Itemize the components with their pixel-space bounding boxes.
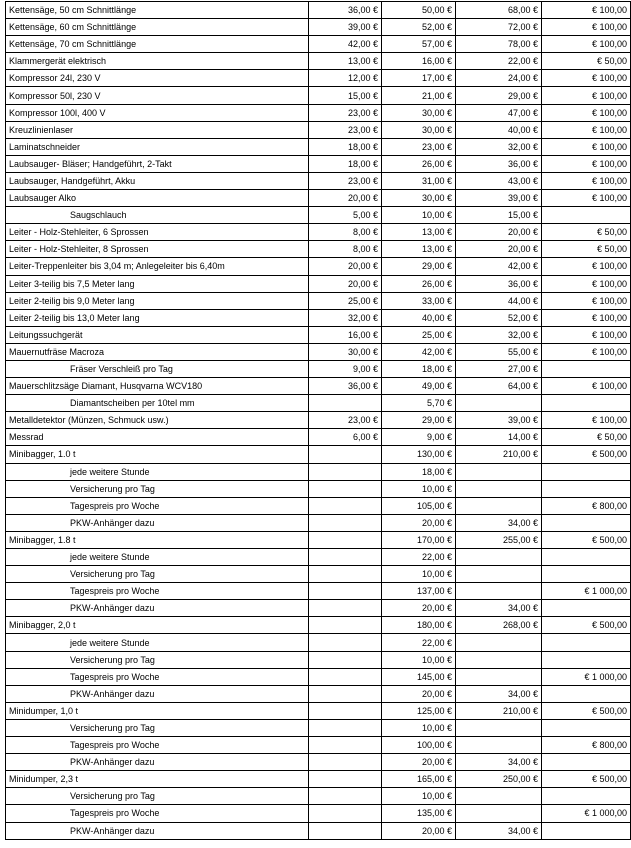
table-row — [6, 224, 631, 241]
price-col-3-cell: 42,00 € — [456, 258, 542, 275]
deposit-cell — [542, 207, 631, 224]
deposit-cell: € 100,00 — [542, 258, 631, 275]
item-name-cell: Versicherung pro Tag — [6, 651, 309, 668]
table-row — [6, 155, 631, 172]
price-col-3-cell — [456, 497, 542, 514]
price-col-3-cell: 34,00 € — [456, 600, 542, 617]
deposit-cell: € 50,00 — [542, 429, 631, 446]
price-col-3-cell: 210,00 € — [456, 446, 542, 463]
price-col-3-cell — [456, 583, 542, 600]
price-col-2-cell: 49,00 € — [382, 378, 456, 395]
price-col-3-cell: 47,00 € — [456, 104, 542, 121]
deposit-cell: € 500,00 — [542, 771, 631, 788]
table-body — [6, 2, 631, 840]
price-col-1-cell: 36,00 € — [309, 2, 382, 19]
price-col-2-cell: 180,00 € — [382, 617, 456, 634]
price-col-3-cell: 20,00 € — [456, 241, 542, 258]
price-col-2-cell: 26,00 € — [382, 155, 456, 172]
item-name-cell: Versicherung pro Tag — [6, 719, 309, 736]
price-col-3-cell — [456, 566, 542, 583]
deposit-cell: € 100,00 — [542, 412, 631, 429]
price-col-2-cell: 165,00 € — [382, 771, 456, 788]
item-name-cell: Metalldetektor (Münzen, Schmuck usw.) — [6, 412, 309, 429]
price-col-2-cell: 23,00 € — [382, 138, 456, 155]
price-col-3-cell: 27,00 € — [456, 360, 542, 377]
deposit-cell: € 500,00 — [542, 702, 631, 719]
price-col-2-cell: 40,00 € — [382, 309, 456, 326]
price-col-3-cell: 39,00 € — [456, 412, 542, 429]
deposit-cell: € 800,00 — [542, 497, 631, 514]
table-row — [6, 190, 631, 207]
item-name-cell: Versicherung pro Tag — [6, 566, 309, 583]
price-col-1-cell — [309, 480, 382, 497]
price-col-3-cell: 36,00 € — [456, 155, 542, 172]
price-col-2-cell: 16,00 € — [382, 53, 456, 70]
table-row — [6, 241, 631, 258]
price-col-3-cell: 15,00 € — [456, 207, 542, 224]
price-col-2-cell: 29,00 € — [382, 258, 456, 275]
price-col-2-cell: 33,00 € — [382, 292, 456, 309]
price-col-2-cell: 20,00 € — [382, 822, 456, 839]
price-col-1-cell — [309, 600, 382, 617]
table-row — [6, 429, 631, 446]
item-name-cell: PKW-Anhänger dazu — [6, 822, 309, 839]
price-col-2-cell: 31,00 € — [382, 172, 456, 189]
item-name-cell: PKW-Anhänger dazu — [6, 685, 309, 702]
price-col-1-cell — [309, 651, 382, 668]
price-col-1-cell: 42,00 € — [309, 36, 382, 53]
price-col-2-cell: 30,00 € — [382, 190, 456, 207]
deposit-cell: € 800,00 — [542, 737, 631, 754]
item-name-cell: Minidumper, 1,0 t — [6, 702, 309, 719]
price-col-3-cell: 255,00 € — [456, 531, 542, 548]
price-col-2-cell: 30,00 € — [382, 104, 456, 121]
price-col-3-cell: 22,00 € — [456, 53, 542, 70]
table-row — [6, 719, 631, 736]
deposit-cell: € 100,00 — [542, 378, 631, 395]
item-name-cell: Leiter 3-teilig bis 7,5 Meter lang — [6, 275, 309, 292]
item-name-cell: Versicherung pro Tag — [6, 788, 309, 805]
price-col-1-cell — [309, 497, 382, 514]
table-row — [6, 36, 631, 53]
item-name-cell: Kettensäge, 70 cm Schnittlänge — [6, 36, 309, 53]
price-col-3-cell: 14,00 € — [456, 429, 542, 446]
item-name-cell: Leiter - Holz-Stehleiter, 6 Sprossen — [6, 224, 309, 241]
price-col-2-cell: 135,00 € — [382, 805, 456, 822]
price-col-1-cell — [309, 788, 382, 805]
deposit-cell: € 50,00 — [542, 241, 631, 258]
price-col-3-cell: 64,00 € — [456, 378, 542, 395]
deposit-cell: € 100,00 — [542, 36, 631, 53]
deposit-cell — [542, 480, 631, 497]
table-row — [6, 326, 631, 343]
price-col-3-cell: 44,00 € — [456, 292, 542, 309]
item-name-cell: Tagespreis pro Woche — [6, 805, 309, 822]
table-row — [6, 805, 631, 822]
price-col-2-cell: 13,00 € — [382, 224, 456, 241]
table-row — [6, 651, 631, 668]
table-row — [6, 497, 631, 514]
table-row — [6, 480, 631, 497]
deposit-cell: € 100,00 — [542, 275, 631, 292]
price-col-1-cell: 23,00 € — [309, 121, 382, 138]
deposit-cell — [542, 754, 631, 771]
price-col-3-cell: 32,00 € — [456, 326, 542, 343]
price-col-3-cell: 24,00 € — [456, 70, 542, 87]
table-row — [6, 754, 631, 771]
price-col-2-cell: 25,00 € — [382, 326, 456, 343]
deposit-cell: € 1 000,00 — [542, 583, 631, 600]
deposit-cell — [542, 600, 631, 617]
price-col-1-cell — [309, 668, 382, 685]
price-col-2-cell: 26,00 € — [382, 275, 456, 292]
price-col-3-cell — [456, 463, 542, 480]
price-col-1-cell — [309, 685, 382, 702]
price-col-3-cell: 40,00 € — [456, 121, 542, 138]
price-col-3-cell: 210,00 € — [456, 702, 542, 719]
price-col-1-cell — [309, 583, 382, 600]
price-col-1-cell: 30,00 € — [309, 343, 382, 360]
price-col-2-cell: 20,00 € — [382, 600, 456, 617]
item-name-cell: Laubsauger- Bläser; Handgeführt, 2-Takt — [6, 155, 309, 172]
item-name-cell: Saugschlauch — [6, 207, 309, 224]
price-col-1-cell — [309, 566, 382, 583]
deposit-cell: € 100,00 — [542, 70, 631, 87]
price-col-3-cell: 52,00 € — [456, 309, 542, 326]
item-name-cell: PKW-Anhänger dazu — [6, 754, 309, 771]
table-row — [6, 583, 631, 600]
price-col-3-cell — [456, 549, 542, 566]
deposit-cell: € 1 000,00 — [542, 668, 631, 685]
price-col-1-cell: 5,00 € — [309, 207, 382, 224]
item-name-cell: PKW-Anhänger dazu — [6, 600, 309, 617]
table-row — [6, 600, 631, 617]
price-col-1-cell: 20,00 € — [309, 258, 382, 275]
item-name-cell: Leiter 2-teilig bis 9,0 Meter lang — [6, 292, 309, 309]
price-col-3-cell — [456, 480, 542, 497]
price-col-1-cell: 20,00 € — [309, 190, 382, 207]
item-name-cell: Minibagger, 2,0 t — [6, 617, 309, 634]
item-name-cell: Leitungssuchgerät — [6, 326, 309, 343]
price-col-3-cell: 34,00 € — [456, 685, 542, 702]
price-col-2-cell: 20,00 € — [382, 685, 456, 702]
item-name-cell: jede weitere Stunde — [6, 549, 309, 566]
item-name-cell: Tagespreis pro Woche — [6, 737, 309, 754]
price-col-3-cell: 78,00 € — [456, 36, 542, 53]
price-col-1-cell: 9,00 € — [309, 360, 382, 377]
price-col-1-cell: 18,00 € — [309, 138, 382, 155]
table-row — [6, 343, 631, 360]
price-col-3-cell — [456, 805, 542, 822]
table-row — [6, 87, 631, 104]
item-name-cell: jede weitere Stunde — [6, 463, 309, 480]
item-name-cell: Kreuzlinienlaser — [6, 121, 309, 138]
price-col-1-cell: 23,00 € — [309, 172, 382, 189]
deposit-cell: € 50,00 — [542, 53, 631, 70]
item-name-cell: Minidumper, 2,3 t — [6, 771, 309, 788]
deposit-cell — [542, 514, 631, 531]
table-row — [6, 412, 631, 429]
table-row — [6, 2, 631, 19]
price-col-1-cell — [309, 702, 382, 719]
item-name-cell: Leiter - Holz-Stehleiter, 8 Sprossen — [6, 241, 309, 258]
deposit-cell: € 1 000,00 — [542, 805, 631, 822]
price-col-1-cell — [309, 822, 382, 839]
deposit-cell — [542, 719, 631, 736]
deposit-cell: € 100,00 — [542, 343, 631, 360]
item-name-cell: Kettensäge, 50 cm Schnittlänge — [6, 2, 309, 19]
table-row — [6, 634, 631, 651]
deposit-cell: € 100,00 — [542, 104, 631, 121]
price-col-1-cell — [309, 463, 382, 480]
deposit-cell — [542, 549, 631, 566]
item-name-cell: Kompressor 24l, 230 V — [6, 70, 309, 87]
table-row — [6, 685, 631, 702]
table-row — [6, 378, 631, 395]
price-col-2-cell: 17,00 € — [382, 70, 456, 87]
deposit-cell — [542, 463, 631, 480]
price-col-2-cell: 137,00 € — [382, 583, 456, 600]
price-col-2-cell: 18,00 € — [382, 360, 456, 377]
price-col-2-cell: 10,00 € — [382, 788, 456, 805]
deposit-cell: € 100,00 — [542, 19, 631, 36]
price-col-3-cell: 34,00 € — [456, 754, 542, 771]
deposit-cell: € 100,00 — [542, 2, 631, 19]
price-col-3-cell — [456, 719, 542, 736]
price-col-2-cell: 100,00 € — [382, 737, 456, 754]
item-name-cell: jede weitere Stunde — [6, 634, 309, 651]
item-name-cell: Leiter 2-teilig bis 13,0 Meter lang — [6, 309, 309, 326]
deposit-cell: € 100,00 — [542, 292, 631, 309]
price-col-2-cell: 125,00 € — [382, 702, 456, 719]
deposit-cell — [542, 566, 631, 583]
price-col-2-cell: 105,00 € — [382, 497, 456, 514]
table-row — [6, 737, 631, 754]
item-name-cell: Mauerschlitzsäge Diamant, Husqvarna WCV180 — [6, 378, 309, 395]
item-name-cell: Tagespreis pro Woche — [6, 668, 309, 685]
price-col-1-cell — [309, 754, 382, 771]
price-col-1-cell: 36,00 € — [309, 378, 382, 395]
price-col-3-cell — [456, 788, 542, 805]
deposit-cell: € 500,00 — [542, 531, 631, 548]
item-name-cell: Fräser Verschleiß pro Tag — [6, 360, 309, 377]
table-row — [6, 138, 631, 155]
price-col-3-cell: 55,00 € — [456, 343, 542, 360]
rental-price-table — [5, 1, 631, 840]
price-col-2-cell: 130,00 € — [382, 446, 456, 463]
deposit-cell — [542, 685, 631, 702]
price-col-2-cell: 18,00 € — [382, 463, 456, 480]
table-row — [6, 702, 631, 719]
item-name-cell: Minibagger, 1.8 t — [6, 531, 309, 548]
price-col-1-cell — [309, 549, 382, 566]
price-col-3-cell: 43,00 € — [456, 172, 542, 189]
deposit-cell: € 500,00 — [542, 617, 631, 634]
item-name-cell: Leiter-Treppenleiter bis 3,04 m; Anlegeleiter bis 6,40m — [6, 258, 309, 275]
price-col-2-cell: 22,00 € — [382, 549, 456, 566]
deposit-cell — [542, 395, 631, 412]
table-row — [6, 258, 631, 275]
item-name-cell: Minibagger, 1.0 t — [6, 446, 309, 463]
table-row — [6, 70, 631, 87]
table-row — [6, 788, 631, 805]
price-col-1-cell: 18,00 € — [309, 155, 382, 172]
table-row — [6, 53, 631, 70]
table-row — [6, 19, 631, 36]
price-col-3-cell: 20,00 € — [456, 224, 542, 241]
price-col-3-cell: 29,00 € — [456, 87, 542, 104]
table-row — [6, 617, 631, 634]
item-name-cell: Versicherung pro Tag — [6, 480, 309, 497]
item-name-cell: Klammergerät elektrisch — [6, 53, 309, 70]
item-name-cell: Kettensäge, 60 cm Schnittlänge — [6, 19, 309, 36]
price-col-1-cell: 13,00 € — [309, 53, 382, 70]
price-col-2-cell: 29,00 € — [382, 412, 456, 429]
item-name-cell: PKW-Anhänger dazu — [6, 514, 309, 531]
price-col-1-cell — [309, 719, 382, 736]
deposit-cell: € 500,00 — [542, 446, 631, 463]
price-col-3-cell: 72,00 € — [456, 19, 542, 36]
item-name-cell: Kompressor 100l, 400 V — [6, 104, 309, 121]
price-col-3-cell — [456, 634, 542, 651]
price-col-1-cell: 20,00 € — [309, 275, 382, 292]
price-col-3-cell — [456, 668, 542, 685]
price-col-2-cell: 9,00 € — [382, 429, 456, 446]
price-col-2-cell: 20,00 € — [382, 514, 456, 531]
item-name-cell: Tagespreis pro Woche — [6, 497, 309, 514]
price-col-1-cell: 25,00 € — [309, 292, 382, 309]
price-col-1-cell — [309, 634, 382, 651]
price-col-1-cell — [309, 446, 382, 463]
price-col-3-cell: 34,00 € — [456, 514, 542, 531]
price-col-1-cell — [309, 395, 382, 412]
price-col-2-cell: 30,00 € — [382, 121, 456, 138]
deposit-cell — [542, 822, 631, 839]
deposit-cell: € 100,00 — [542, 326, 631, 343]
price-col-1-cell: 12,00 € — [309, 70, 382, 87]
price-col-1-cell: 6,00 € — [309, 429, 382, 446]
deposit-cell: € 100,00 — [542, 309, 631, 326]
deposit-cell: € 100,00 — [542, 138, 631, 155]
price-col-1-cell — [309, 514, 382, 531]
price-col-1-cell — [309, 737, 382, 754]
price-col-1-cell: 8,00 € — [309, 241, 382, 258]
deposit-cell — [542, 634, 631, 651]
price-col-2-cell: 170,00 € — [382, 531, 456, 548]
table-row — [6, 395, 631, 412]
deposit-cell — [542, 651, 631, 668]
price-col-2-cell: 10,00 € — [382, 480, 456, 497]
item-name-cell: Diamantscheiben per 10tel mm — [6, 395, 309, 412]
price-col-3-cell — [456, 651, 542, 668]
table-row — [6, 446, 631, 463]
table-row — [6, 172, 631, 189]
price-col-3-cell: 32,00 € — [456, 138, 542, 155]
price-col-2-cell: 57,00 € — [382, 36, 456, 53]
price-col-1-cell — [309, 771, 382, 788]
table-row — [6, 275, 631, 292]
item-name-cell: Mauernutfräse Macroza — [6, 343, 309, 360]
table-row — [6, 207, 631, 224]
table-row — [6, 463, 631, 480]
price-col-3-cell: 268,00 € — [456, 617, 542, 634]
price-col-2-cell: 10,00 € — [382, 207, 456, 224]
price-col-1-cell: 15,00 € — [309, 87, 382, 104]
table-row — [6, 822, 631, 839]
table-row — [6, 121, 631, 138]
price-col-3-cell: 34,00 € — [456, 822, 542, 839]
table-row — [6, 771, 631, 788]
price-col-2-cell: 21,00 € — [382, 87, 456, 104]
price-col-2-cell: 145,00 € — [382, 668, 456, 685]
table-row — [6, 549, 631, 566]
price-col-3-cell — [456, 395, 542, 412]
deposit-cell: € 100,00 — [542, 190, 631, 207]
table-row — [6, 360, 631, 377]
price-col-1-cell — [309, 531, 382, 548]
deposit-cell: € 50,00 — [542, 224, 631, 241]
price-col-1-cell — [309, 617, 382, 634]
price-col-1-cell: 8,00 € — [309, 224, 382, 241]
item-name-cell: Tagespreis pro Woche — [6, 583, 309, 600]
price-col-2-cell: 50,00 € — [382, 2, 456, 19]
price-col-2-cell: 22,00 € — [382, 634, 456, 651]
table-row — [6, 531, 631, 548]
price-col-3-cell — [456, 737, 542, 754]
price-col-1-cell: 16,00 € — [309, 326, 382, 343]
price-col-1-cell: 23,00 € — [309, 104, 382, 121]
table-row — [6, 566, 631, 583]
table-row — [6, 292, 631, 309]
price-col-3-cell: 68,00 € — [456, 2, 542, 19]
price-col-1-cell: 32,00 € — [309, 309, 382, 326]
deposit-cell — [542, 360, 631, 377]
item-name-cell: Laminatschneider — [6, 138, 309, 155]
price-col-2-cell: 13,00 € — [382, 241, 456, 258]
table-row — [6, 514, 631, 531]
item-name-cell: Laubsauger, Handgeführt, Akku — [6, 172, 309, 189]
deposit-cell: € 100,00 — [542, 155, 631, 172]
price-col-2-cell: 10,00 € — [382, 719, 456, 736]
table-row — [6, 668, 631, 685]
price-col-2-cell: 10,00 € — [382, 651, 456, 668]
table-row — [6, 104, 631, 121]
deposit-cell: € 100,00 — [542, 172, 631, 189]
price-col-3-cell: 250,00 € — [456, 771, 542, 788]
item-name-cell: Kompressor 50l, 230 V — [6, 87, 309, 104]
item-name-cell: Laubsauger Alko — [6, 190, 309, 207]
price-col-2-cell: 20,00 € — [382, 754, 456, 771]
item-name-cell: Messrad — [6, 429, 309, 446]
deposit-cell: € 100,00 — [542, 121, 631, 138]
table-row — [6, 309, 631, 326]
price-col-2-cell: 5,70 € — [382, 395, 456, 412]
price-col-3-cell: 36,00 € — [456, 275, 542, 292]
deposit-cell: € 100,00 — [542, 87, 631, 104]
price-col-1-cell: 39,00 € — [309, 19, 382, 36]
price-col-2-cell: 10,00 € — [382, 566, 456, 583]
price-col-1-cell: 23,00 € — [309, 412, 382, 429]
price-col-2-cell: 52,00 € — [382, 19, 456, 36]
price-col-1-cell — [309, 805, 382, 822]
deposit-cell — [542, 788, 631, 805]
price-col-3-cell: 39,00 € — [456, 190, 542, 207]
price-col-2-cell: 42,00 € — [382, 343, 456, 360]
